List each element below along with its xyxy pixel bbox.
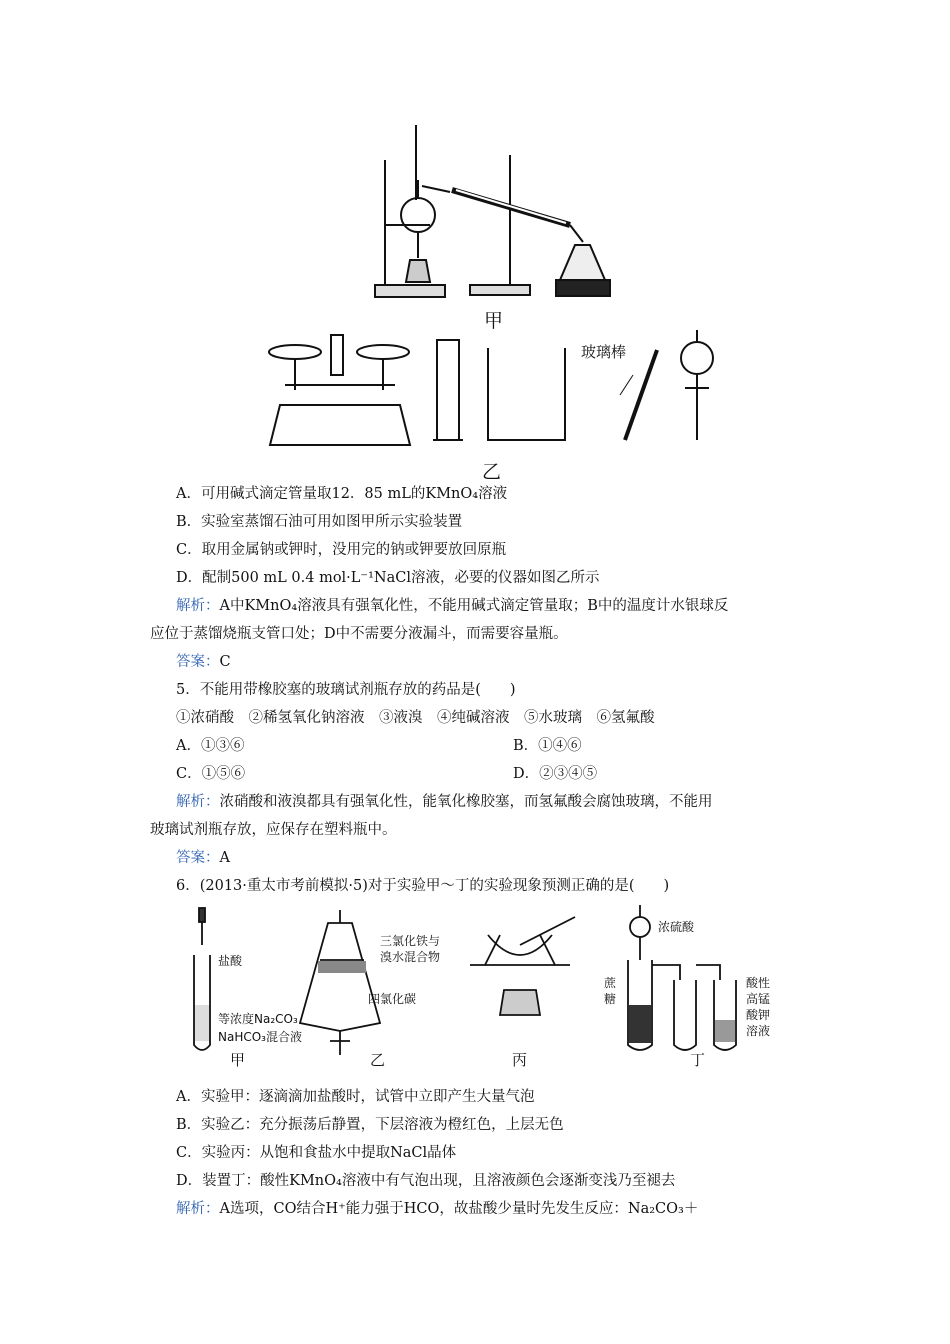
q6-option-b: B．实验乙：充分振荡后静置，下层溶液为橙红色，上层无色: [176, 1117, 564, 1133]
q6-analysis-label: 解析：: [176, 1201, 220, 1217]
q5-option-b: B．①④⑥: [513, 738, 582, 754]
q4-answer: [176, 652, 231, 672]
q5-option-row2: [176, 764, 776, 784]
q6-jia-mix-label2: NaHCO₃混合液: [218, 1030, 302, 1044]
q6-yi-caption: 乙: [370, 1051, 386, 1069]
q6-stem: 6．(2013·重太市考前模拟·5)对于实验甲～丁的实验现象预测正确的是( ): [176, 878, 670, 894]
q5-option-row1: [176, 736, 776, 756]
q4-option-b: B．实验室蒸馏石油可用如图甲所示实验装置: [176, 514, 463, 530]
q6-ding-sugar-label2: 糖: [604, 992, 617, 1006]
figure-jia-caption: 甲: [484, 310, 504, 332]
glass-rod-label: 玻璃棒: [581, 343, 627, 361]
figure-distillation-apparatus: [370, 120, 620, 305]
q4-analysis-text: A中KMnO₄溶液具有强氧化性，不能用碱式滴定管量取；B中的温度计水银球反: [219, 598, 729, 614]
q5-option-d: D．②③④⑤: [513, 766, 598, 782]
figure-yi-caption: 乙: [482, 461, 502, 483]
q6-bing-caption: 丙: [512, 1051, 528, 1069]
q6-option-c: C．实验丙：从饱和食盐水中提取NaCl晶体: [176, 1145, 457, 1161]
q4-analysis-line2: 应位于蒸馏烧瓶支管口处；D中不需要分液漏斗，而需要容量瓶。: [150, 626, 568, 642]
q6-analysis-text: A选项，CO结合H⁺能力强于HCO，故盐酸少量时先发生反应：Na₂CO₃＋: [219, 1201, 699, 1217]
q4-option-c: C．取用金属钠或钾时，没用完的钠或钾要放回原瓶: [176, 542, 507, 558]
q6-jia-hcl-label: 盐酸: [218, 954, 243, 968]
q5-stem: 5．不能用带橡胶塞的玻璃试剂瓶存放的药品是( ): [176, 682, 516, 698]
q6-ding-sugar-label1: 蔗: [604, 976, 617, 990]
figure-instruments: [265, 330, 735, 455]
q4-answer-label: 答案：: [176, 654, 220, 670]
q6-yi-top-label2: 溴水混合物: [380, 950, 441, 964]
q5-analysis-line2: 玻璃试剂瓶存放，应保存在塑料瓶中。: [150, 822, 397, 838]
q6-ding-kmno4-label2: 高锰: [746, 992, 771, 1006]
q5-analysis-text: 浓硝酸和液溴都具有强氧化性，能氧化橡胶塞，而氢氟酸会腐蚀玻璃，不能用: [219, 794, 713, 810]
q6-ding-caption: 丁: [690, 1051, 706, 1069]
q6-ding-kmno4-label1: 酸性: [746, 976, 771, 990]
q4-answer-value: C: [219, 654, 231, 670]
q6-jia-mix-label1: 等浓度Na₂CO₃: [218, 1012, 298, 1026]
q4-analysis-line1: [176, 596, 728, 616]
q6-yi-bottom-label: 四氯化碳: [368, 992, 417, 1006]
q6-option-a: A．实验甲：逐滴滴加盐酸时，试管中立即产生大量气泡: [176, 1089, 535, 1105]
q5-analysis-line1: [176, 792, 713, 812]
q4-analysis-label: 解析：: [176, 598, 220, 614]
q6-figure-group: [180, 905, 800, 1075]
q5-answer-label: 答案：: [176, 850, 220, 866]
q4-option-d: D．配制500 mL 0.4 mol·L⁻¹NaCl溶液，必要的仪器如图乙所示: [176, 570, 600, 586]
q5-answer-value: A: [219, 850, 230, 866]
q6-yi-top-label1: 三氯化铁与: [380, 934, 441, 948]
q5-analysis-label: 解析：: [176, 794, 220, 810]
q6-ding-kmno4-label4: 溶液: [746, 1024, 771, 1038]
q6-analysis-line1: [176, 1199, 698, 1219]
q6-jia-caption: 甲: [230, 1051, 246, 1069]
q4-option-a: A．可用碱式滴定管量取12．85 mL的KMnO₄溶液: [176, 486, 508, 502]
q5-option-c: C．①⑤⑥: [176, 766, 246, 782]
q5-items: ①浓硝酸 ②稀氢氧化钠溶液 ③液溴 ④纯碱溶液 ⑤水玻璃 ⑥氢氟酸: [176, 710, 655, 726]
q6-ding-kmno4-label3: 酸钾: [746, 1008, 771, 1022]
q5-option-a: A．①③⑥: [176, 738, 245, 754]
q6-option-d: D．装置丁：酸性KMnO₄溶液中有气泡出现，且溶液颜色会逐渐变浅乃至褪去: [176, 1173, 676, 1189]
q5-answer: [176, 848, 230, 868]
q6-ding-acid-label: 浓硫酸: [658, 920, 695, 934]
